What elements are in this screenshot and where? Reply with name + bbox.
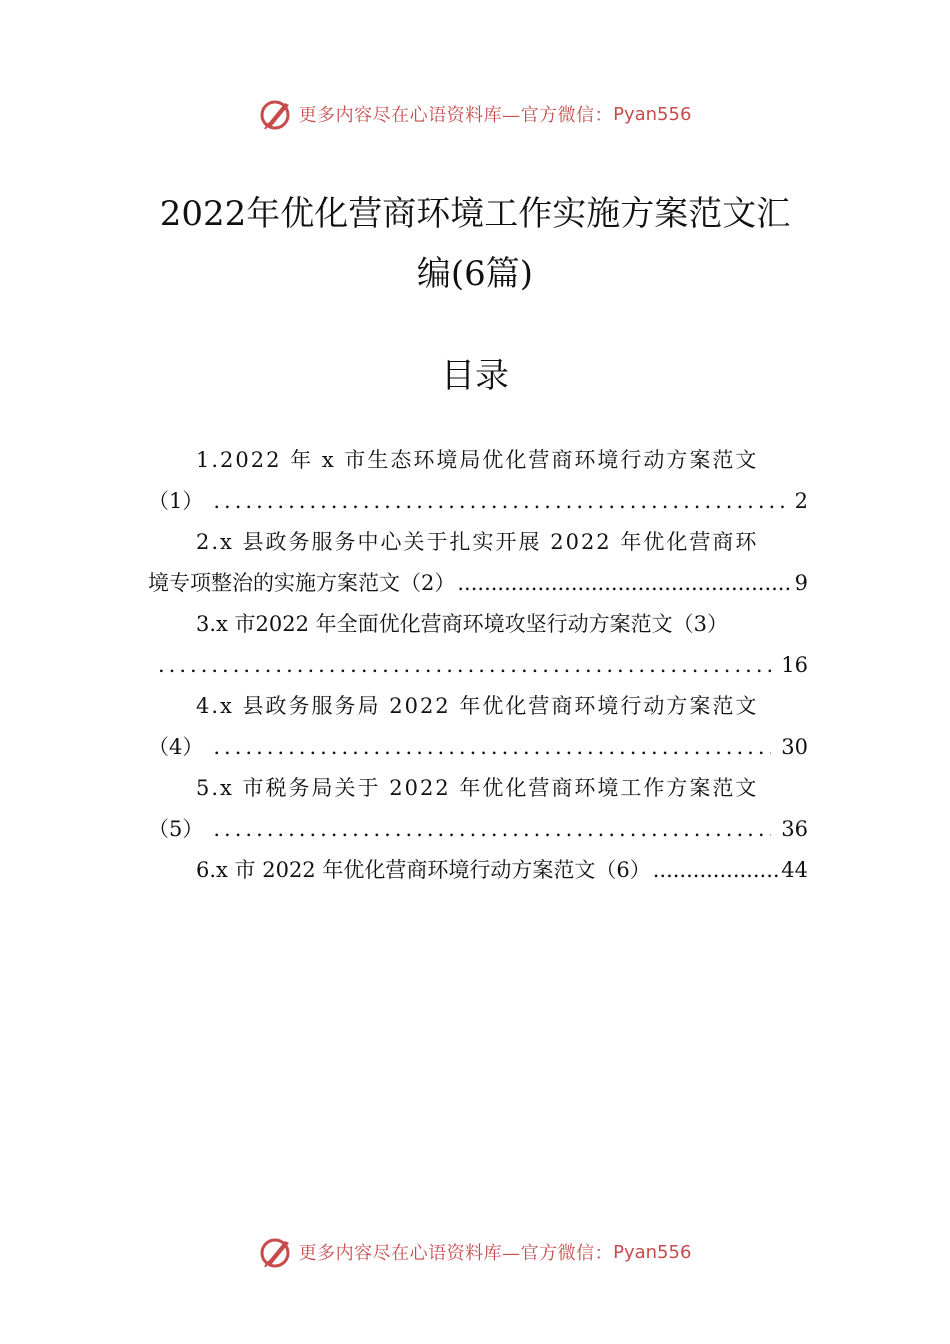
toc-entry-title: 2.x 县政务服务中心关于扎实开展 2022 年优化营商环 xyxy=(196,530,759,554)
toc-entry-3[interactable] xyxy=(148,604,808,686)
toc-entry-title-cont: （5） xyxy=(148,817,204,841)
toc-page-number: 9 xyxy=(794,571,808,595)
banner-wechat-id: Pyan556 xyxy=(613,1241,692,1263)
toc-entry-2[interactable] xyxy=(148,522,808,604)
banner-text: 更多内容尽在心语资料库—官方微信： xyxy=(298,105,614,126)
toc-page-number: 30 xyxy=(781,735,808,759)
toc-page-number: 2 xyxy=(794,489,808,513)
title-line-2: 编(6篇) xyxy=(416,254,534,294)
toc-entry-title: 6.x 市 2022 年优化营商环境行动方案范文（6） xyxy=(196,858,651,882)
toc-entry-title-cont: 境专项整治的实施方案范文（2） xyxy=(148,571,456,595)
toc-leader-dots xyxy=(653,850,780,891)
banner-text: 更多内容尽在心语资料库—官方微信： xyxy=(298,1243,614,1264)
toc-leader-dots xyxy=(213,481,784,522)
toc-entry-5[interactable] xyxy=(148,768,808,850)
header-banner xyxy=(0,94,950,134)
toc-entry-title-cont: （4） xyxy=(148,735,204,759)
toc-entry-6[interactable] xyxy=(148,850,808,891)
toc-entry-4[interactable] xyxy=(148,686,808,768)
quill-logo-icon xyxy=(259,1235,293,1269)
toc-leader-dots xyxy=(158,645,771,686)
banner-wechat-id: Pyan556 xyxy=(613,103,692,125)
toc-page-number: 44 xyxy=(781,858,808,882)
toc-leader-dots xyxy=(213,727,771,768)
toc-leader-dots xyxy=(213,809,771,850)
document-title xyxy=(130,184,820,304)
quill-logo-icon xyxy=(259,97,293,131)
toc-entry-title: 3.x 市2022 年全面优化营商环境攻坚行动方案范文（3） xyxy=(196,612,729,636)
toc-entry-title: 5.x 市税务局关于 2022 年优化营商环境工作方案范文 xyxy=(196,776,759,800)
toc-heading: 目录 xyxy=(441,356,509,396)
title-line-1: 2022年优化营商环境工作实施方案范文汇 xyxy=(159,194,791,234)
toc-entry-1[interactable] xyxy=(148,440,808,522)
toc-leader-dots xyxy=(457,563,792,604)
toc-entry-title-cont: （1） xyxy=(148,489,204,513)
table-of-contents xyxy=(148,440,808,891)
footer-banner xyxy=(0,1232,950,1272)
toc-entry-title: 4.x 县政务服务局 2022 年优化营商环境行动方案范文 xyxy=(196,694,759,718)
toc-page-number: 16 xyxy=(781,653,808,677)
toc-page-number: 36 xyxy=(781,817,808,841)
toc-entry-title: 1.2022 年 x 市生态环境局优化营商环境行动方案范文 xyxy=(196,448,759,472)
